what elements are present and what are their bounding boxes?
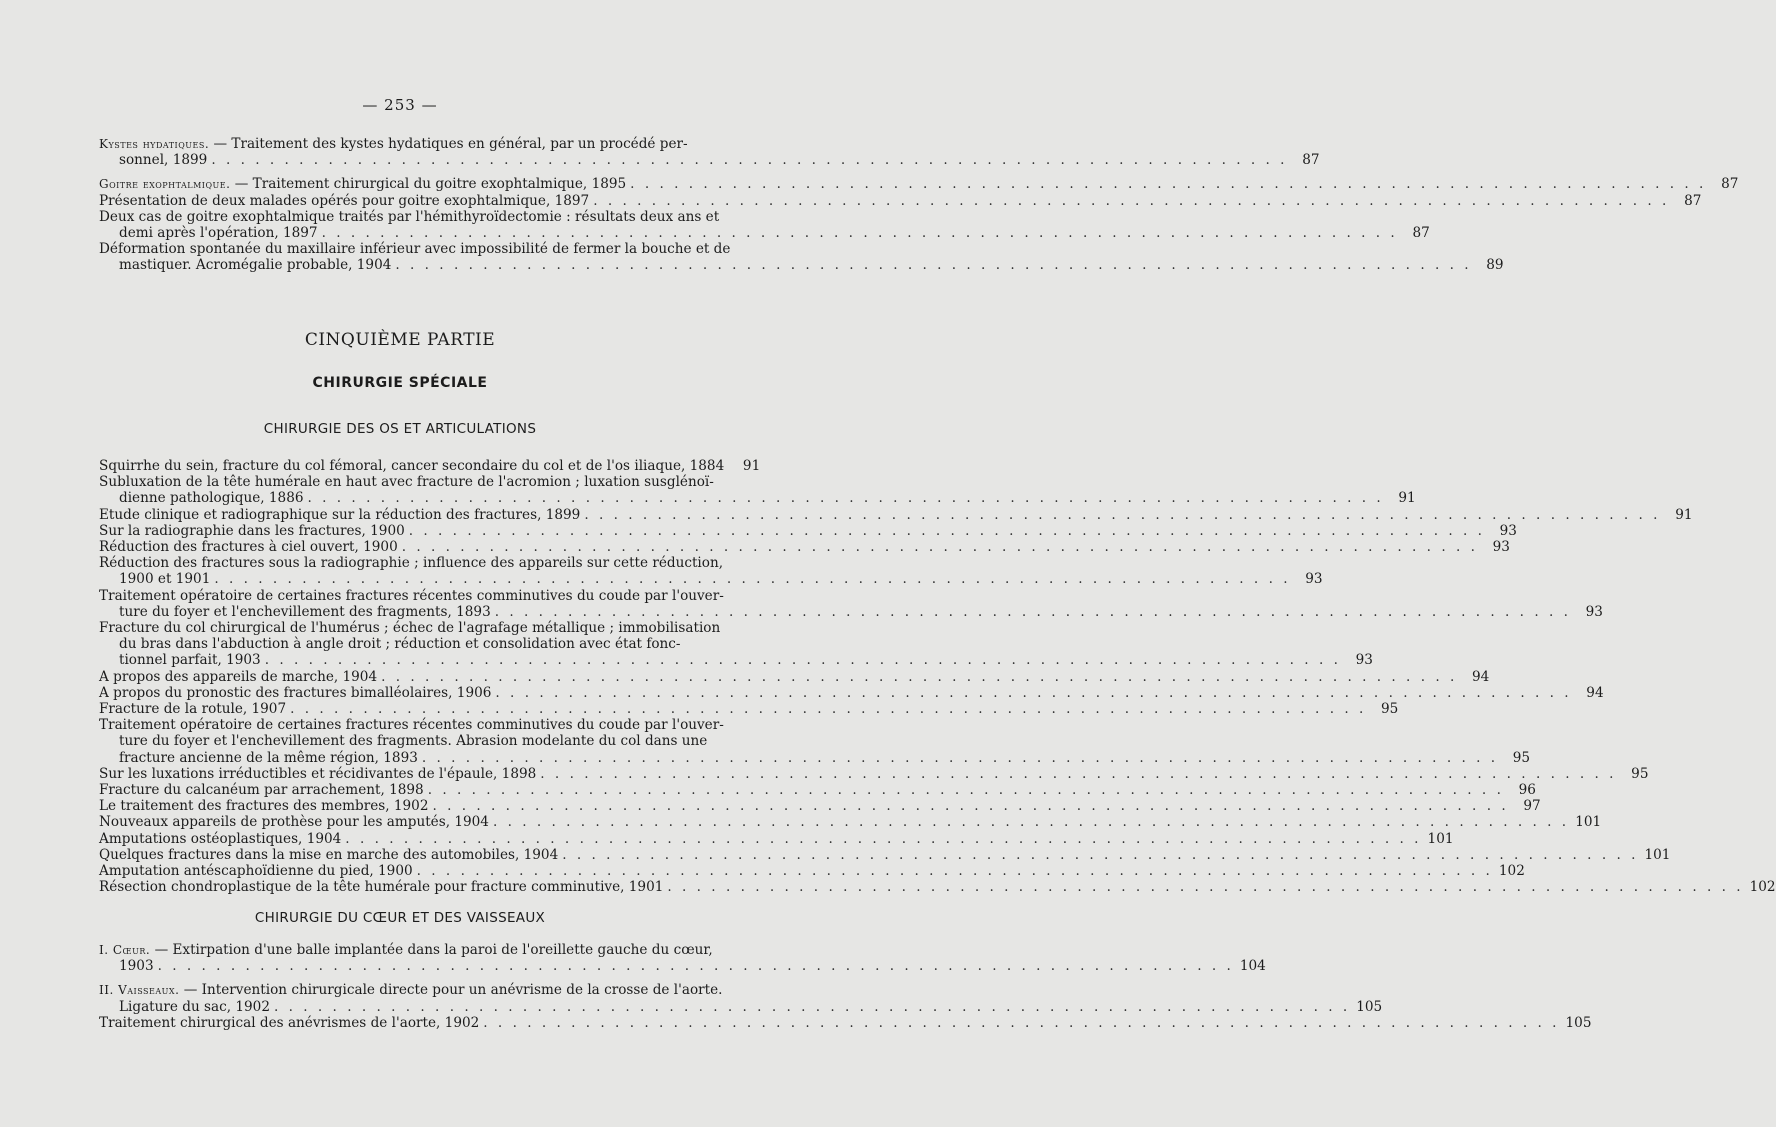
toc-entry-text: mastiquer. Acromégalie probable, 1904 xyxy=(119,257,392,274)
toc-entry-text: Fracture du calcanéum par arrachement, 1898 xyxy=(99,782,424,799)
section-title: CHIRURGIE SPÉCIALE xyxy=(312,375,488,391)
dot-leader xyxy=(432,798,1508,814)
toc-page-number: 87 xyxy=(1412,225,1430,242)
toc-entry-text: tionnel parfait, 1903 xyxy=(119,652,261,669)
toc-entry-text: Deux cas de goitre exophtalmique traités par l'hémithyroïdectomie : résultats deux ans et xyxy=(99,208,720,225)
toc-page-number: 93 xyxy=(1585,603,1603,620)
toc-entry xyxy=(99,458,761,474)
toc-entry-text: Amputation antéscaphoïdienne du pied, 1900 xyxy=(99,863,413,880)
toc-entry-text: Le traitement des fractures des membres, 1902 xyxy=(99,798,429,815)
toc-entry xyxy=(99,846,1671,863)
toc-entry xyxy=(99,587,1603,620)
toc-entry xyxy=(99,506,1693,523)
toc-page-number: 87 xyxy=(1302,152,1320,169)
toc-entry-text: 1900 et 1901 xyxy=(119,571,211,588)
toc-group-os-articulations xyxy=(99,458,1776,896)
toc-entry-text: Quelques fractures dans la mise en marche des automobiles, 1904 xyxy=(99,846,559,863)
toc-page-number: 101 xyxy=(1644,846,1671,863)
dot-leader xyxy=(290,701,1366,717)
toc-entry-text: Sur la radiographie dans les fractures, 1900 xyxy=(99,522,405,539)
toc-entry-text: Squirrhe du sein, fracture du col fémoral, cancer secondaire du col et de l'os iliaque, 1884 xyxy=(99,458,725,474)
toc-entry xyxy=(99,208,1430,242)
toc-page-number: 102 xyxy=(1749,879,1776,896)
toc-entry-text: A propos des appareils de marche, 1904 xyxy=(99,668,378,685)
toc-page-number: 94 xyxy=(1472,668,1490,685)
toc-page-number: 101 xyxy=(1575,814,1602,831)
toc-entry-text: 1903 xyxy=(119,958,154,975)
toc-page-number: 101 xyxy=(1427,830,1454,847)
toc-entry-text: Présentation de deux malades opérés pour goitre exophtalmique, 1897 xyxy=(99,192,590,209)
toc-page-number: 95 xyxy=(1631,765,1649,782)
dot-leader xyxy=(593,193,1669,209)
toc-entry-text: Traitement chirurgical des anévrismes de l'aorte, 1902 xyxy=(99,1014,480,1031)
toc-entry-text: — Extirpation d'une balle implantée dans la paroi de l'oreillette gauche du cœur, xyxy=(154,942,713,958)
toc-entry-text: fracture ancienne de la même région, 1893 xyxy=(119,749,418,766)
toc-entry xyxy=(99,879,1776,896)
toc-page-number: 105 xyxy=(1356,998,1383,1015)
toc-entry-text: Sur les luxations irréductibles et récidivantes de l'épaule, 1898 xyxy=(99,765,537,782)
toc-page-number: 93 xyxy=(1492,539,1510,556)
subsection-title-coeur: CHIRURGIE DU CŒUR ET DES VAISSEAUX xyxy=(254,910,546,926)
dot-leader xyxy=(402,539,1478,555)
toc-page-number: 93 xyxy=(1355,652,1373,669)
toc-entry xyxy=(99,555,1323,588)
toc-entry xyxy=(99,814,1602,831)
toc-entry xyxy=(99,522,1517,539)
toc-entry-text: — Intervention chirurgicale directe pour un anévrisme de la crosse de l'aorte. xyxy=(183,982,723,999)
toc-page-number: 91 xyxy=(742,458,761,474)
toc-entry-text: dienne pathologique, 1886 xyxy=(119,490,304,507)
toc-entry-text: du bras dans l'abduction à angle droit ; réduction et consolidation avec état fonc- xyxy=(119,636,681,653)
toc-page-number: 95 xyxy=(1381,701,1399,718)
part-title: CINQUIÈME PARTIE xyxy=(304,330,496,350)
toc-entry-text: Réduction des fractures sous la radiographie ; influence des appareils sur cette réduction, xyxy=(99,555,724,572)
toc-group-endocrine xyxy=(99,136,1739,274)
dot-leader xyxy=(584,507,1660,523)
dot-leader xyxy=(211,152,1287,168)
toc-entry xyxy=(99,241,1504,274)
toc-entry xyxy=(99,136,1320,169)
dot-leader xyxy=(428,782,1504,798)
toc-page-number: 91 xyxy=(1398,490,1416,507)
toc-entry-text: ture du foyer et l'enchevillement des fragments. Abrasion modelante du col dans une xyxy=(119,733,708,750)
toc-entry-label: II. Vaisseaux. xyxy=(99,983,180,998)
toc-page-number: 96 xyxy=(1518,782,1536,799)
toc-entry-text: Etude clinique et radiographique sur la réduction des fractures, 1899 xyxy=(99,506,581,523)
toc-entry-text: demi après l'opération, 1897 xyxy=(119,225,318,242)
toc-entry xyxy=(99,982,1383,1015)
toc-entry-text: Résection chondroplastique de la tête humérale pour fracture comminutive, 1901 xyxy=(99,879,664,896)
toc-entry-text: Fracture de la rotule, 1907 xyxy=(99,701,287,718)
dot-leader xyxy=(493,814,1569,830)
toc-entry-text: sonnel, 1899 xyxy=(119,152,208,169)
subsection-title-os: CHIRURGIE DES OS ET ARTICULATIONS xyxy=(263,421,537,437)
toc-entry xyxy=(99,192,1702,209)
toc-page-number: 87 xyxy=(1684,192,1702,209)
page-number: — 253 — xyxy=(362,96,438,114)
toc-entry xyxy=(99,701,1399,718)
toc-entry xyxy=(99,782,1536,799)
toc-entry xyxy=(99,830,1454,847)
toc-entry-text: Subluxation de la tête humérale en haut avec fracture de l'acromion ; luxation susglénoï- xyxy=(99,474,714,491)
dot-leader xyxy=(308,490,1384,506)
toc-entry xyxy=(99,474,1416,507)
toc-entry xyxy=(99,717,1531,766)
dot-leader xyxy=(265,652,1341,668)
toc-entry-text: Amputations ostéoplastiques, 1904 xyxy=(99,830,342,847)
toc-entry-text: A propos du pronostic des fractures bimalléolaires, 1906 xyxy=(99,684,492,701)
toc-entry-text: Ligature du sac, 1902 xyxy=(119,998,270,1015)
dot-leader xyxy=(495,604,1571,620)
toc-entry xyxy=(99,668,1490,685)
dot-leader xyxy=(158,958,1234,974)
toc-entry-text: Traitement opératoire de certaines fractures récentes comminutives du coude par l'ouver- xyxy=(99,587,724,604)
toc-page-number: 93 xyxy=(1305,571,1323,588)
toc-entry xyxy=(99,176,1739,193)
dot-leader xyxy=(667,879,1743,895)
toc-entry-text: Réduction des fractures à ciel ouvert, 1900 xyxy=(99,539,398,556)
toc-entry-text: Traitement opératoire de certaines fractures récentes comminutives du coude par l'ouver- xyxy=(99,717,724,734)
dot-leader xyxy=(381,669,1457,685)
toc-page-number: 89 xyxy=(1486,257,1504,274)
dot-leader xyxy=(274,999,1350,1015)
toc-page-number: 97 xyxy=(1523,798,1541,815)
toc-page-number: 95 xyxy=(1512,749,1531,766)
dot-leader xyxy=(322,225,1398,241)
toc-entry-text: Nouveaux appareils de prothèse pour les amputés, 1904 xyxy=(99,814,489,831)
dot-leader xyxy=(483,1015,1559,1031)
toc-entry-text: — Traitement chirurgical du goitre exophtalmique, 1895 xyxy=(234,176,627,193)
toc-entry-text: Fracture du col chirurgical de l'humérus ; échec de l'agrafage métallique ; immobilisation xyxy=(99,620,721,637)
dot-leader xyxy=(409,523,1485,539)
toc-entry xyxy=(99,620,1373,669)
toc-entry xyxy=(99,863,1525,880)
dot-leader xyxy=(630,176,1706,192)
toc-entry-text: ture du foyer et l'enchevillement des fragments, 1893 xyxy=(119,603,491,620)
dot-leader xyxy=(422,750,1498,766)
dot-leader xyxy=(214,571,1290,587)
toc-entry xyxy=(99,684,1604,701)
toc-page-number: 93 xyxy=(1499,522,1517,539)
toc-page-number: 104 xyxy=(1239,958,1266,975)
dot-leader xyxy=(417,863,1493,879)
toc-entry xyxy=(99,1014,1592,1031)
toc-page-number: 91 xyxy=(1675,506,1693,523)
toc-page-number: 94 xyxy=(1586,684,1604,701)
toc-entry-text: Déformation spontanée du maxillaire inférieur avec impossibilité de fermer la bouche et de xyxy=(99,241,731,258)
toc-page-number: 87 xyxy=(1721,176,1739,193)
toc-page-number: 105 xyxy=(1565,1014,1592,1031)
toc-entry xyxy=(99,942,1266,975)
dot-leader xyxy=(345,831,1421,847)
toc-group-coeur-vaisseaux xyxy=(99,942,1592,1031)
dot-leader xyxy=(395,257,1471,273)
toc-entry-label: Kystes hydatiques. xyxy=(99,137,210,151)
toc-entry-text: — Traitement des kystes hydatiques en général, par un procédé per- xyxy=(213,136,688,152)
toc-entry-label: Goitre exophtalmique. xyxy=(99,177,231,192)
toc-entry xyxy=(99,765,1649,782)
toc-entry xyxy=(99,798,1541,815)
dot-leader xyxy=(562,847,1638,863)
toc-page-number: 102 xyxy=(1498,863,1525,880)
toc-entry-label: I. Cœur. xyxy=(99,943,151,957)
toc-entry xyxy=(99,539,1510,556)
dot-leader xyxy=(495,685,1571,701)
dot-leader xyxy=(540,766,1616,782)
